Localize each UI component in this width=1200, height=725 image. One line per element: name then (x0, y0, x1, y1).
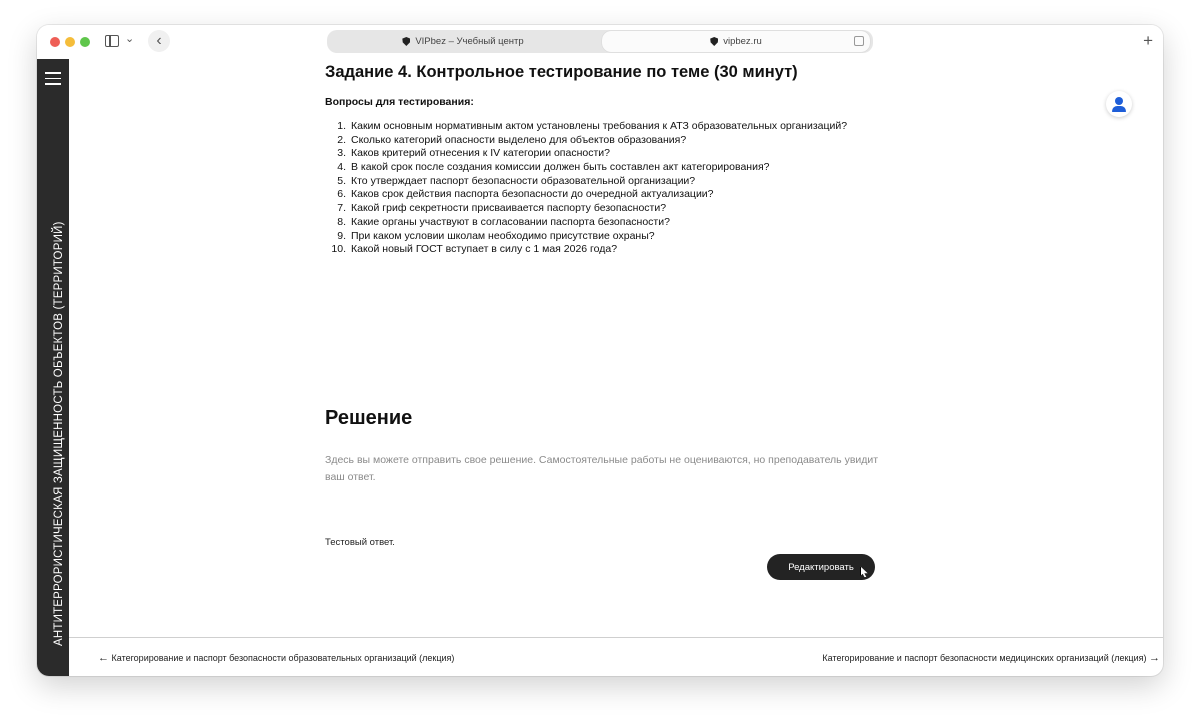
browser-window (37, 25, 1163, 676)
course-sidebar (37, 59, 69, 676)
solution-description: Здесь вы можете отправить свое решение. Самостоятельные работы не оцениваются, но преподаватель увидит ваш ответ. (325, 454, 879, 483)
prev-lesson-label: Категорирование и паспорт безопасности образовательных организаций (лекция) (111, 653, 455, 663)
list-item: 3. Каков критерий отнесения к IV категории опасности? (337, 147, 610, 160)
reader-icon[interactable] (854, 36, 864, 46)
prev-lesson-link[interactable] (98, 652, 454, 664)
list-item: 5. Кто утверждает паспорт безопасности образовательной организации? (337, 174, 696, 187)
plus-icon[interactable]: + (1143, 31, 1153, 50)
arrow-right-icon: → (1149, 652, 1160, 664)
chevron-left-icon[interactable]: ‹ (148, 30, 170, 52)
tab-label: vipbez.ru (723, 36, 762, 47)
solution-heading: Решение (325, 407, 413, 429)
edit-button[interactable]: Редактировать (767, 554, 875, 580)
menu-icon[interactable] (45, 72, 61, 85)
next-lesson-label: Категорирование и паспорт безопасности медицинских организаций (лекция) (822, 653, 1147, 663)
list-item: 6. Каков срок действия паспорта безопасности до очередной актуализации? (337, 188, 714, 201)
questions-label: Вопросы для тестирования: (325, 96, 474, 108)
course-title: АНТИТЕРРОРИСТИЧЕСКАЯ ЗАЩИЩЕННОСТЬ ОБЪЕКТОВ (ТЕРРИТОРИЙ) (53, 221, 65, 646)
submitted-answer: Тестовый ответ. (325, 537, 395, 548)
chevron-down-icon[interactable]: ⌄ (125, 33, 135, 45)
zoom-window-button[interactable] (80, 37, 90, 47)
task-heading: Задание 4. Контрольное тестирование по теме (30 минут) (325, 63, 798, 81)
questions-list (325, 120, 885, 257)
arrow-left-icon: ← (98, 652, 109, 664)
tab-vipbez-ru[interactable] (602, 31, 870, 52)
list-item: 9. При каком условии школам необходимо присутствие охраны? (337, 229, 655, 242)
list-item: 8. Какие органы участвуют в согласовании паспорта безопасности? (337, 215, 670, 228)
shield-icon (710, 37, 718, 46)
next-lesson-link[interactable] (663, 652, 1163, 664)
list-item: 4. В какой срок после создания комиссии должен быть составлен акт категорирования? (337, 161, 770, 174)
list-item: 10. Какой новый ГОСТ вступает в силу с 1 мая 2026 года? (331, 243, 618, 256)
tab-bar (327, 30, 873, 53)
list-item: 7. Какой гриф секретности присваивается паспорту безопасности? (337, 202, 667, 215)
list-item: 2. Сколько категорий опасности выделено для объектов образования? (337, 133, 687, 146)
title-bar (37, 25, 1163, 59)
shield-icon (402, 37, 410, 46)
footer-divider (69, 637, 1163, 638)
close-window-button[interactable] (50, 37, 60, 47)
user-icon[interactable] (1106, 91, 1132, 117)
tab-vipbez-center[interactable] (329, 31, 597, 52)
tab-label: VIPbez – Учебный центр (415, 36, 524, 47)
sidebar-icon[interactable] (105, 35, 119, 47)
minimize-window-button[interactable] (65, 37, 75, 47)
list-item: 1. Каким основным нормативным актом установлены требования к АТЗ образовательных организаций? (337, 120, 848, 132)
